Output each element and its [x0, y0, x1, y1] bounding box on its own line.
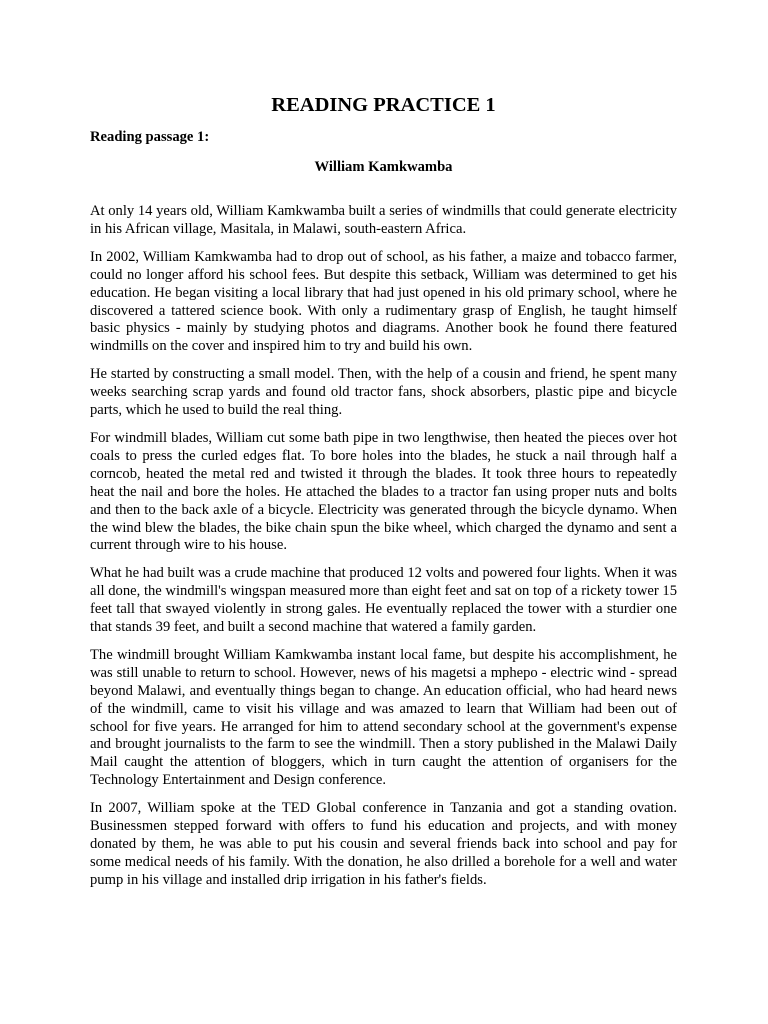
passage-body — [90, 203, 677, 890]
document-title: READING PRACTICE 1 — [271, 94, 496, 116]
paragraph: In 2002, William Kamkwamba had to drop out of school, as his father, a maize and tobacco farmer, could no longer afford his school fees. But despite this setback, William was determined to get his education. He began visiting a local library that had just opened in his old primary school, where he discovered a tattered science book. With only a rudimentary grasp of English, he taught himself basic physics - mainly by studying photos and diagrams. Another book he found there featured windmills on the cover and inspired him to try and build his own. — [90, 248, 677, 355]
paragraph: For windmill blades, William cut some bath pipe in two lengthwise, then heated the pieces over hot coals to press the curled edges flat. To bore holes into the blades, he stuck a nail through half a corncob, heated the metal red and twisted it through the blades. It took three hours to repeatedly heat the nail and bore the holes. He attached the blades to a tractor fan using proper nuts and bolts and then to the back axle of a bicycle. Electricity was generated through the bicycle dynamo. When the wind blew the blades, the bike chain spun the bike wheel, which charged the dynamo and sent a current through wire to his house. — [90, 429, 677, 554]
paragraph: What he had built was a crude machine that produced 12 volts and powered four lights. When it was all done, the windmill's wingspan measured more than eight feet and sat on top of a rickety tower 15 feet tall that swayed violently in strong gales. He eventually replaced the tower with a sturdier one that stands 39 feet, and built a second machine that watered a family garden. — [90, 565, 677, 636]
paragraph: The windmill brought William Kamkwamba instant local fame, but despite his accomplishment, he was still unable to return to school. However, news of his magetsi a mphepo - electric wind - spread beyond Malawi, and eventually things began to change. An education official, who had heard news of the windmill, came to visit his village and was amazed to learn that William had been out of school for five years. He arranged for him to attend secondary school at the government's expense and brought journalists to the farm to see the windmill. Then a story published in the Malawi Daily Mail caught the attention of bloggers, which in turn caught the attention of organisers for the Technology Entertainment and Design conference. — [90, 646, 677, 789]
document-page — [90, 0, 677, 900]
paragraph: At only 14 years old, William Kamkwamba built a series of windmills that could generate electricity in his African village, Masitala, in Malawi, south-eastern Africa. — [90, 203, 677, 237]
passage-label: Reading passage 1: — [90, 129, 210, 145]
paragraph: He started by constructing a small model. Then, with the help of a cousin and friend, he spent many weeks searching scrap yards and found old tractor fans, shock absorbers, plastic pipe and bicycle parts, which he used to build the real thing. — [90, 366, 677, 419]
passage-title: William Kamkwamba — [314, 159, 453, 175]
paragraph: In 2007, William spoke at the TED Global conference in Tanzania and got a standing ovation. Businessmen stepped forward with offers to fund his education and projects, and with money donated by them, he was able to put his cousin and several friends back into school and pay for some medical needs of his family. With the donation, he also drilled a borehole for a well and water pump in his village and installed drip irrigation in his father's fields. — [90, 800, 677, 888]
